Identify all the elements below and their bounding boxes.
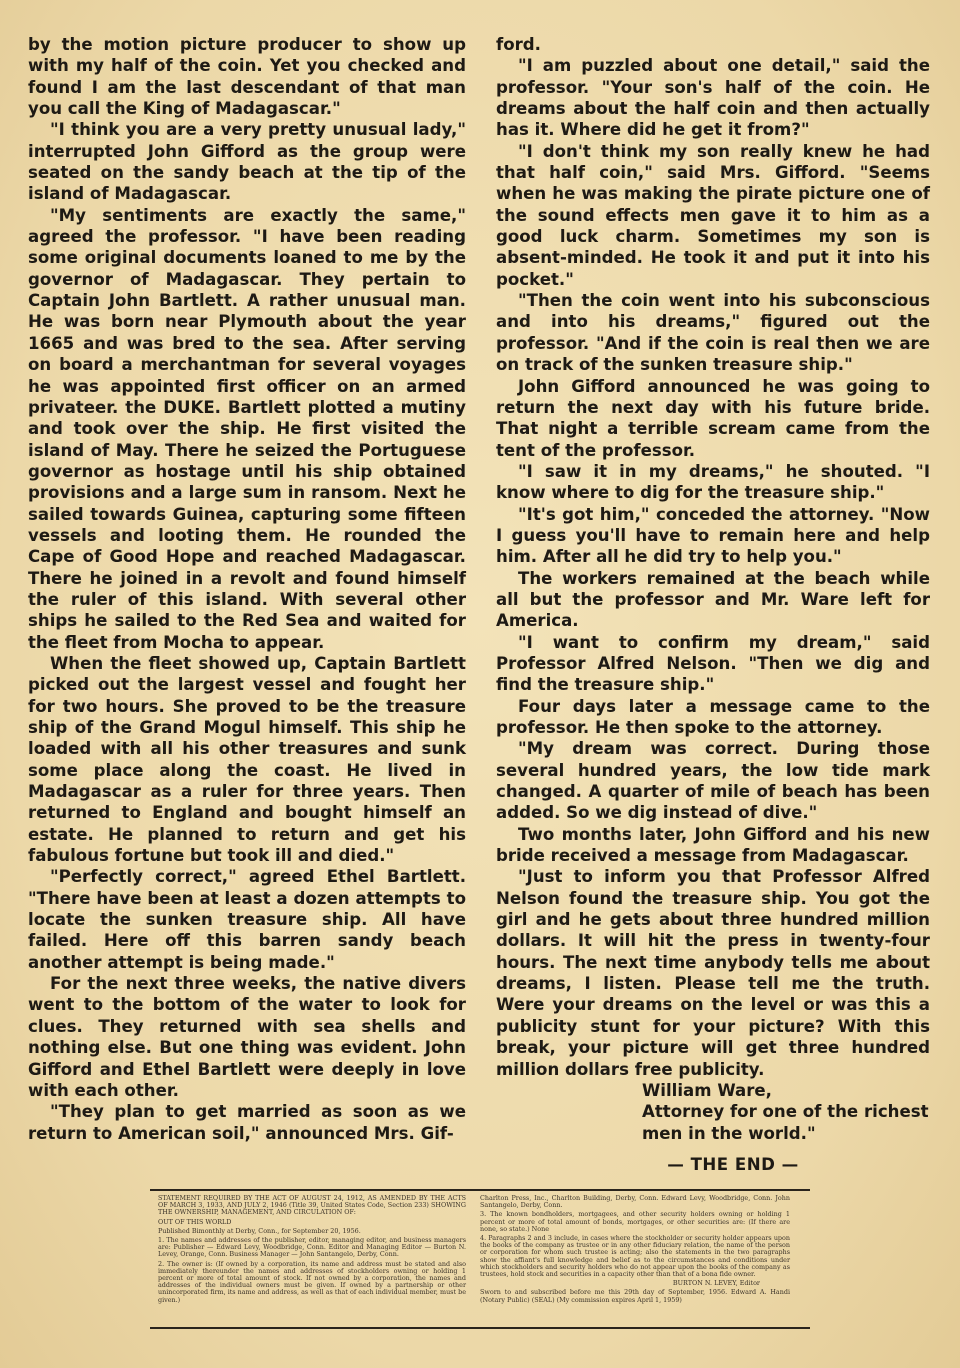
paragraph: "They plan to get married as soon as we return to American soil," announced Mrs. Gif-: [28, 1102, 466, 1143]
paragraph: When the fleet showed up, Captain Bartlett picked out the largest vessel and fought her for two hours. She proved to be the treasure ship of the Grand Mogul himself. This ship he loaded with all his other treasures and sunk some place along the coast. He lived in Madagascar as a ruler for three years. Then returned to England and bought himself an estate. He planned to return and get his fabulous fortune but took ill and died.": [28, 653, 466, 866]
paragraph: "Then the coin went into his subconscious and into his dreams," figured out the professor. "And if the coin is real then we are on track of the sunken treasure ship.": [496, 291, 930, 375]
paragraph: The workers remained at the beach while all but the professor and Mr. Ware left for America.: [496, 568, 930, 631]
paragraph: "I saw it in my dreams," he shouted. "I know where to dig for the treasure ship.": [496, 461, 930, 503]
signature-line: William Ware,: [642, 1080, 772, 1100]
statement-paragraph: Sworn to and subscribed before me this 29th day of September, 1956. Edward A. Handi (Notary Public) (SEAL) (My commission expires April 1, 1959): [480, 1288, 790, 1304]
paragraph: "Perfectly correct," agreed Ethel Bartlett. "There have been at least a dozen attempts to locate the sunken treasure ship. All have failed. Here off this barren sandy beach another attempt is being made.": [28, 867, 466, 972]
paragraph: ford.: [496, 35, 541, 54]
statement-paragraph: 4. Paragraphs 2 and 3 include, in cases where the stockholder or security holder appears upon the books of the company as trustee or in any other fiduciary relation, the name of the person or corporation for whom such trustee is acting; also the statements in the two paragraphs show the affiant's full knowledge and belief as to the circumstances and conditions under which stockholders and security holders who do not appear upon the books of the company as trustees, hold stock and securities in a capacity other than that of a bona fide owner.: [480, 1234, 790, 1279]
ownership-statement-left: [158, 1195, 466, 1306]
statement-paragraph: Published Bimonthly at Derby, Conn., for September 20, 1956.: [158, 1226, 361, 1235]
paragraph: "I want to confirm my dream," said Professor Alfred Nelson. "Then we dig and find the treasure ship.": [496, 632, 930, 695]
story-column-right: [496, 34, 930, 1175]
paragraph: "My dream was correct. During those several hundred years, the low tide mark changed. A quarter of mile of beach has been added. So we dig instead of dive.": [496, 739, 930, 823]
paragraph: Two months later, John Gifford and his new bride received a message from Madagascar.: [496, 824, 930, 866]
paragraph: "My sentiments are exactly the same," agreed the professor. "I have been reading some original documents loaned to me by the governor of Madagascar. They pertain to Captain John Bartlett. A rather unusual man. He was born near Plymouth about the year 1665 and was bred to the sea. After serving on board a merchantman for several voyages he was appointed first officer on an armed privateer. the DUKE. Bartlett plotted a mutiny and took over the ship. He first visited the island of May. There he seized the Portuguese governor as hostage until his ship obtained provisions and a large sum in ransom. Next he sailed towards Guinea, capturing some fifteen vessels and looting them. He rounded the Cape of Good Hope and reached Madagascar. There he joined in a revolt and found himself the ruler of this island. With several other ships he sailed to the Red Sea and waited for the fleet from Mocha to appear.: [28, 205, 466, 652]
paragraph: "I think you are a very pretty unusual lady," interrupted John Gifford as the group were seated on the sandy beach at the tip of the island of Madagascar.: [28, 120, 466, 204]
ownership-statement-right: [480, 1195, 790, 1306]
statement-paragraph: OUT OF THIS WORLD: [158, 1217, 232, 1226]
statement-paragraph: 1. The names and addresses of the publisher, editor, managing editor, and business managers are: Publisher — Edward Levy, Woodbridge, Conn. Editor and Managing Editor — Burton N. Levey, Orange, Conn. Business Manager — John Santangelo, Derby, Conn.: [158, 1236, 466, 1259]
paragraph: For the next three weeks, the native divers went to the bottom of the water to look for clues. They returned with sea shells and nothing else. But one thing was evident. John Gifford and Ethel Bartlett were deeply in love with each other.: [28, 974, 466, 1100]
paragraph: "I am puzzled about one detail," said the professor. "Your son's half of the coin. He dreams about the half coin and then actually has it. Where did he get it from?": [496, 56, 930, 140]
statement-paragraph: STATEMENT REQUIRED BY THE ACT OF AUGUST 24, 1912, AS AMENDED BY THE ACTS OF MARCH 3, 1933, AND JULY 2, 1946 (Title 39, United States Code, Section 233) SHOWING THE OWNERSHIP, MANAGEMENT, AND CIRCULATION OF:: [158, 1194, 466, 1217]
paragraph: Four days later a message came to the professor. He then spoke to the attorney.: [496, 696, 930, 737]
paragraph: by the motion picture producer to show up with my half of the coin. Yet you checked and found I am the last descendant of that man you call the King of Madagascar.": [28, 35, 466, 119]
statement-paragraph: Charlton Press, Inc., Charlton Building, Derby, Conn. Edward Levy, Woodbridge, Conn. John Santangelo, Derby, Conn.: [480, 1194, 790, 1210]
signature-line: men in the world.": [642, 1123, 816, 1143]
story-column-left: [28, 34, 466, 1144]
paragraph: "It's got him," conceded the attorney. "Now I guess you'll have to remain here and help him. After all he did try to help you.": [496, 504, 930, 567]
the-end-label: — THE END —: [667, 1154, 799, 1174]
statement-paragraph: BURTON N. LEVEY, Editor: [672, 1279, 760, 1288]
paragraph: "I don't think my son really knew he had that half coin," said Mrs. Gifford. "Seems when he was making the pirate picture one of the sound effects men gave it to him as a good luck charm. Sometimes my son is absent-minded. He took it and put it into his pocket.": [496, 141, 930, 289]
paragraph: "Just to inform you that Professor Alfred Nelson found the treasure ship. You got the girl and he gets about three hundred million dollars. It will hit the press in twenty-four hours. The next time anybody tells me about dreams, I listen. Please tell me the truth. Were your dreams on the level or was this a publicity stunt for your picture? With this break, your picture will get three hundred million dollars free publicity.: [496, 867, 930, 1079]
statement-paragraph: 2. The owner is: (If owned by a corporation, its name and address must be stated and also immediately thereunder the names and addresses of stockholders owning or holding 1 percent or more of total amount of stock. If not owned by a corporation, the names and addresses of the individual owners must be given. If owned by a partnership or other unincorporated firm, its name and address, as well as that of each individual member, must be given.): [158, 1259, 466, 1304]
statement-paragraph: 3. The known bondholders, mortgagees, and other security holders owning or holding 1 percent or more of total amount of bonds, mortgages, or other securities are: (If there are none, so state.) None: [480, 1210, 790, 1233]
paragraph: John Gifford announced he was going to return the next day with his future bride. That night a terrible scream came from the tent of the professor.: [496, 376, 930, 460]
statement-bottom-rule: [150, 1327, 810, 1329]
signature-line: Attorney for one of the richest: [642, 1102, 929, 1122]
statement-top-rule: [150, 1189, 810, 1191]
